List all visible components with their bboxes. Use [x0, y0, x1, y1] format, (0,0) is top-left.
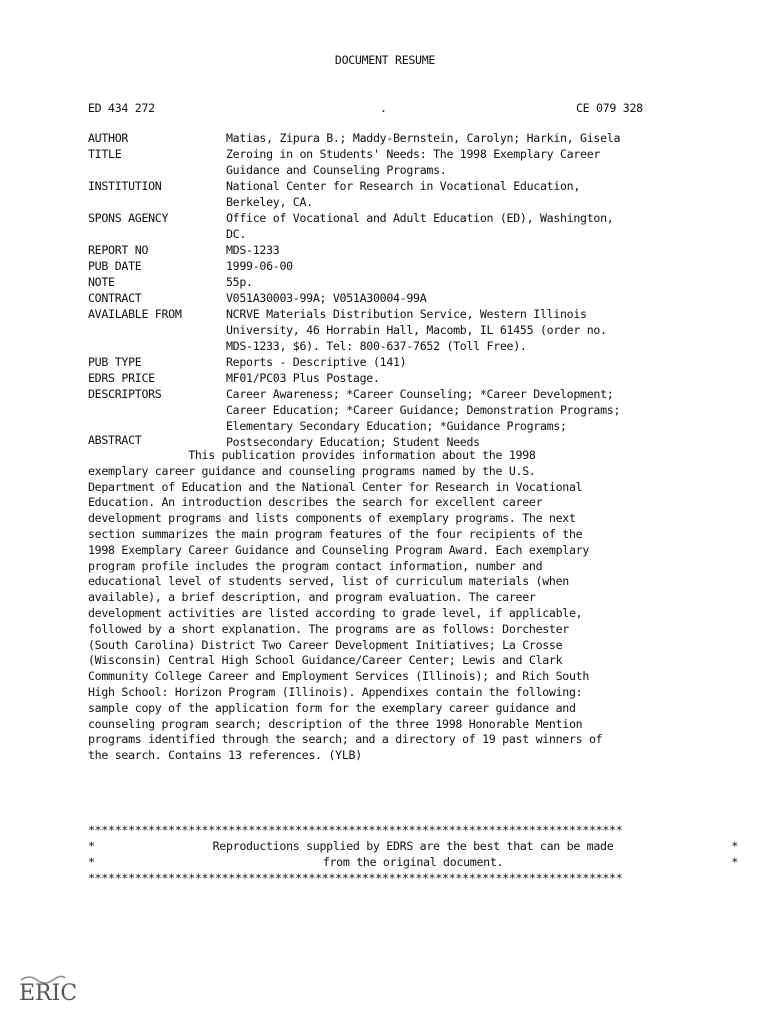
field-value: Elementary Secondary Education; *Guidance Programs; [226, 419, 567, 433]
field-label [88, 226, 226, 242]
ce-number: CE 079 328 [576, 101, 643, 115]
abstract-line: Community College Career and Employment Services (Illinois); and Rich South [88, 669, 590, 684]
notice-left-edge: * [88, 855, 95, 869]
notice-row-2 [88, 854, 738, 870]
field-value: Career Awareness; *Career Counseling; *Career Development; [226, 387, 614, 401]
field-row [88, 258, 728, 274]
abstract-line: Education. An introduction describes the search for excellent career [88, 495, 543, 510]
field-value: V051A30003-99A; V051A30004-99A [226, 291, 427, 305]
abstract-line: program profile includes the program contact information, number and [88, 558, 543, 573]
field-value: 1999-06-00 [226, 259, 293, 273]
field-value: Career Education; *Career Guidance; Demonstration Programs; [226, 403, 621, 417]
reproduction-notice [88, 822, 738, 886]
field-label: TITLE [88, 147, 122, 161]
field-label: DESCRIPTORS [88, 387, 162, 401]
field-value: National Center for Research in Vocational Education, [226, 179, 581, 193]
field-value: Guidance and Counseling Programs. [226, 163, 447, 177]
field-label [88, 338, 226, 354]
field-value: Berkeley, CA. [226, 195, 313, 209]
notice-bottom-border: ******************************************************************************** [88, 871, 623, 885]
field-label: AVAILABLE FROM [88, 307, 182, 321]
field-label: NOTE [88, 275, 115, 289]
field-row [88, 386, 728, 402]
notice-left-edge: * [88, 839, 95, 853]
field-value: MDS-1233, $6). Tel: 800-637-7652 (Toll Free). [226, 339, 527, 353]
abstract-line: sample copy of the application form for the exemplary career guidance and [88, 700, 576, 715]
field-row [88, 242, 728, 258]
field-value: MF01/PC03 Plus Postage. [226, 371, 380, 385]
field-row [88, 402, 728, 418]
field-label: REPORT NO [88, 243, 149, 257]
field-value: University, 46 Horrabin Hall, Macomb, IL 61455 (order no. [226, 323, 607, 337]
field-row [88, 226, 728, 242]
abstract-line: 1998 Exemplary Career Guidance and Counseling Program Award. Each exemplary [88, 542, 590, 557]
abstract-label: ABSTRACT [88, 433, 142, 447]
abstract-line: programs identified through the search; and a directory of 19 past winners of [88, 732, 603, 747]
field-label: INSTITUTION [88, 179, 162, 193]
abstract-line: High School: Horizon Program (Illinois). Appendixes contain the following: [88, 684, 583, 699]
field-label [88, 322, 226, 338]
field-row [88, 338, 728, 354]
field-value: DC. [226, 227, 247, 241]
field-row [88, 322, 728, 338]
field-row [88, 354, 728, 370]
field-row [88, 418, 728, 434]
abstract-line: development programs and lists components of exemplary programs. The next [88, 511, 576, 526]
field-row [88, 146, 728, 162]
eric-logo-icon [17, 972, 78, 1006]
field-row [88, 130, 728, 146]
field-row [88, 306, 728, 322]
field-row [88, 162, 728, 178]
ed-number: ED 434 272 [88, 101, 155, 115]
notice-right-edge: * [731, 855, 738, 869]
field-label [88, 162, 226, 178]
field-label [88, 402, 226, 418]
abstract-text [88, 448, 728, 764]
abstract-line: available), a brief description, and program evaluation. The career [88, 590, 536, 605]
abstract-line: development activities are listed according to grade level, if applicable, [88, 605, 583, 620]
field-row [88, 274, 728, 290]
center-mark: . [380, 101, 387, 115]
abstract-line: This publication provides information about the 1998 [88, 448, 536, 462]
field-label: AUTHOR [88, 131, 129, 145]
field-label: PUB TYPE [88, 355, 142, 369]
abstract-line: exemplary career guidance and counseling programs named by the U.S. [88, 463, 536, 478]
field-label: PUB DATE [88, 259, 142, 273]
field-value: MDS-1233 [226, 243, 280, 257]
field-label: CONTRACT [88, 291, 142, 305]
field-row [88, 290, 728, 306]
field-value: Zeroing in on Students' Needs: The 1998 Exemplary Career [226, 147, 601, 161]
field-row [88, 178, 728, 194]
field-value: Matias, Zipura B.; Maddy-Bernstein, Carolyn; Harkin, Gisela [226, 131, 621, 145]
field-value: NCRVE Materials Distribution Service, Western Illinois [226, 307, 587, 321]
field-label: SPONS AGENCY [88, 211, 169, 225]
notice-line-2: from the original document. [322, 855, 504, 869]
field-label: EDRS PRICE [88, 371, 155, 385]
abstract-line: followed by a short explanation. The programs are as follows: Dorchester [88, 621, 569, 636]
field-row [88, 194, 728, 210]
abstract-line: section summarizes the main program features of the four recipients of the [88, 526, 583, 541]
abstract-line: Department of Education and the National Center for Research in Vocational [88, 479, 583, 494]
field-row [88, 370, 728, 386]
notice-row-1 [88, 838, 738, 854]
eric-logo-text: ERIC [19, 981, 78, 1006]
field-row [88, 210, 728, 226]
field-value: Reports - Descriptive (141) [226, 355, 407, 369]
bibliographic-fields [88, 130, 728, 450]
abstract-line: the search. Contains 13 references. (YLB) [88, 748, 362, 763]
notice-top-border: ******************************************************************************** [88, 823, 623, 837]
field-label [88, 194, 226, 210]
field-value: Postsecondary Education; Student Needs [226, 435, 480, 449]
field-value: 55p. [226, 275, 253, 289]
field-value: Office of Vocational and Adult Education (ED), Washington, [226, 211, 614, 225]
abstract-line: educational level of students served, list of curriculum materials (when [88, 574, 569, 589]
document-title: DOCUMENT RESUME [334, 53, 436, 67]
notice-right-edge: * [731, 839, 738, 853]
abstract-line: (South Carolina) District Two Career Development Initiatives; La Crosse [88, 637, 563, 652]
notice-line-1: Reproductions supplied by EDRS are the best that can be made [212, 839, 614, 853]
abstract-line: counseling program search; description of the three 1998 Honorable Mention [88, 716, 583, 731]
abstract-line: (Wisconsin) Central High School Guidance/Career Center; Lewis and Clark [88, 653, 563, 668]
